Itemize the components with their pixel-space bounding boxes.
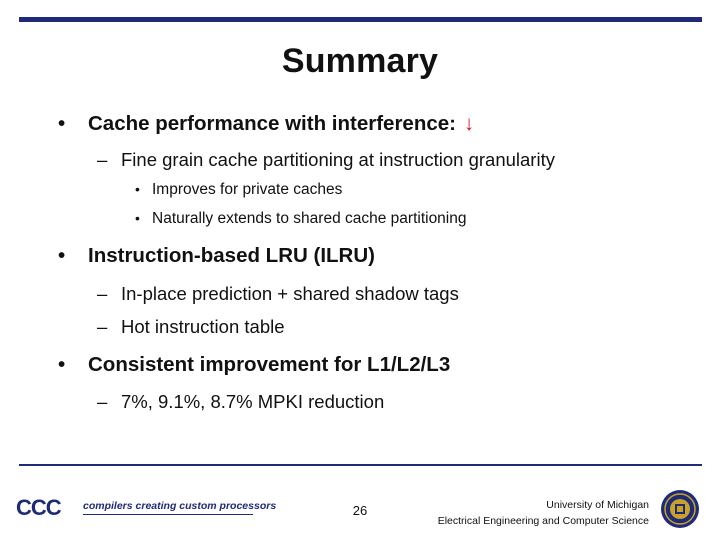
sub-bullet-text: Hot instruction table bbox=[121, 316, 285, 337]
bullet-dot: • bbox=[135, 181, 140, 197]
subsub-bullet-text: Naturally extends to shared cache partitioning bbox=[152, 210, 467, 227]
slide-title: Summary bbox=[281, 42, 439, 80]
down-arrow-icon: ↓ bbox=[463, 112, 475, 135]
ccc-logo-text: CCC bbox=[16, 495, 61, 520]
dash-marker: – bbox=[97, 391, 108, 412]
sub-bullet-text: In-place prediction + shared shadow tags bbox=[121, 283, 459, 304]
header-rule bbox=[19, 17, 702, 22]
sub-bullet-text: Fine grain cache partitioning at instruction granularity bbox=[121, 149, 555, 170]
sub-bullet-text: 7%, 9.1%, 8.7% MPKI reduction bbox=[121, 391, 385, 412]
bullet-text: Consistent improvement for L1/L2/L3 bbox=[88, 353, 451, 376]
bullet-dot: • bbox=[58, 112, 66, 135]
university-seal-icon bbox=[660, 489, 700, 529]
department-name: Electrical Engineering and Computer Science bbox=[437, 515, 649, 527]
ccc-logo bbox=[16, 495, 61, 521]
ccc-tagline: compilers creating custom processors bbox=[83, 500, 277, 512]
bullet-dot: • bbox=[135, 210, 140, 226]
footer-rule bbox=[19, 464, 702, 466]
subsub-bullet-text: Improves for private caches bbox=[152, 181, 343, 198]
page-number: 26 bbox=[352, 503, 368, 518]
dash-marker: – bbox=[97, 283, 108, 304]
tagline-underline bbox=[83, 514, 253, 515]
university-block bbox=[438, 497, 649, 529]
university-name: University of Michigan bbox=[546, 499, 649, 511]
dash-marker: – bbox=[97, 316, 108, 337]
bullet-dot: • bbox=[58, 244, 66, 267]
dash-marker: – bbox=[97, 149, 108, 170]
bullet-text: Cache performance with interference: bbox=[88, 112, 456, 135]
bullet-dot: • bbox=[58, 353, 66, 376]
bullet-text: Instruction-based LRU (ILRU) bbox=[88, 244, 375, 267]
